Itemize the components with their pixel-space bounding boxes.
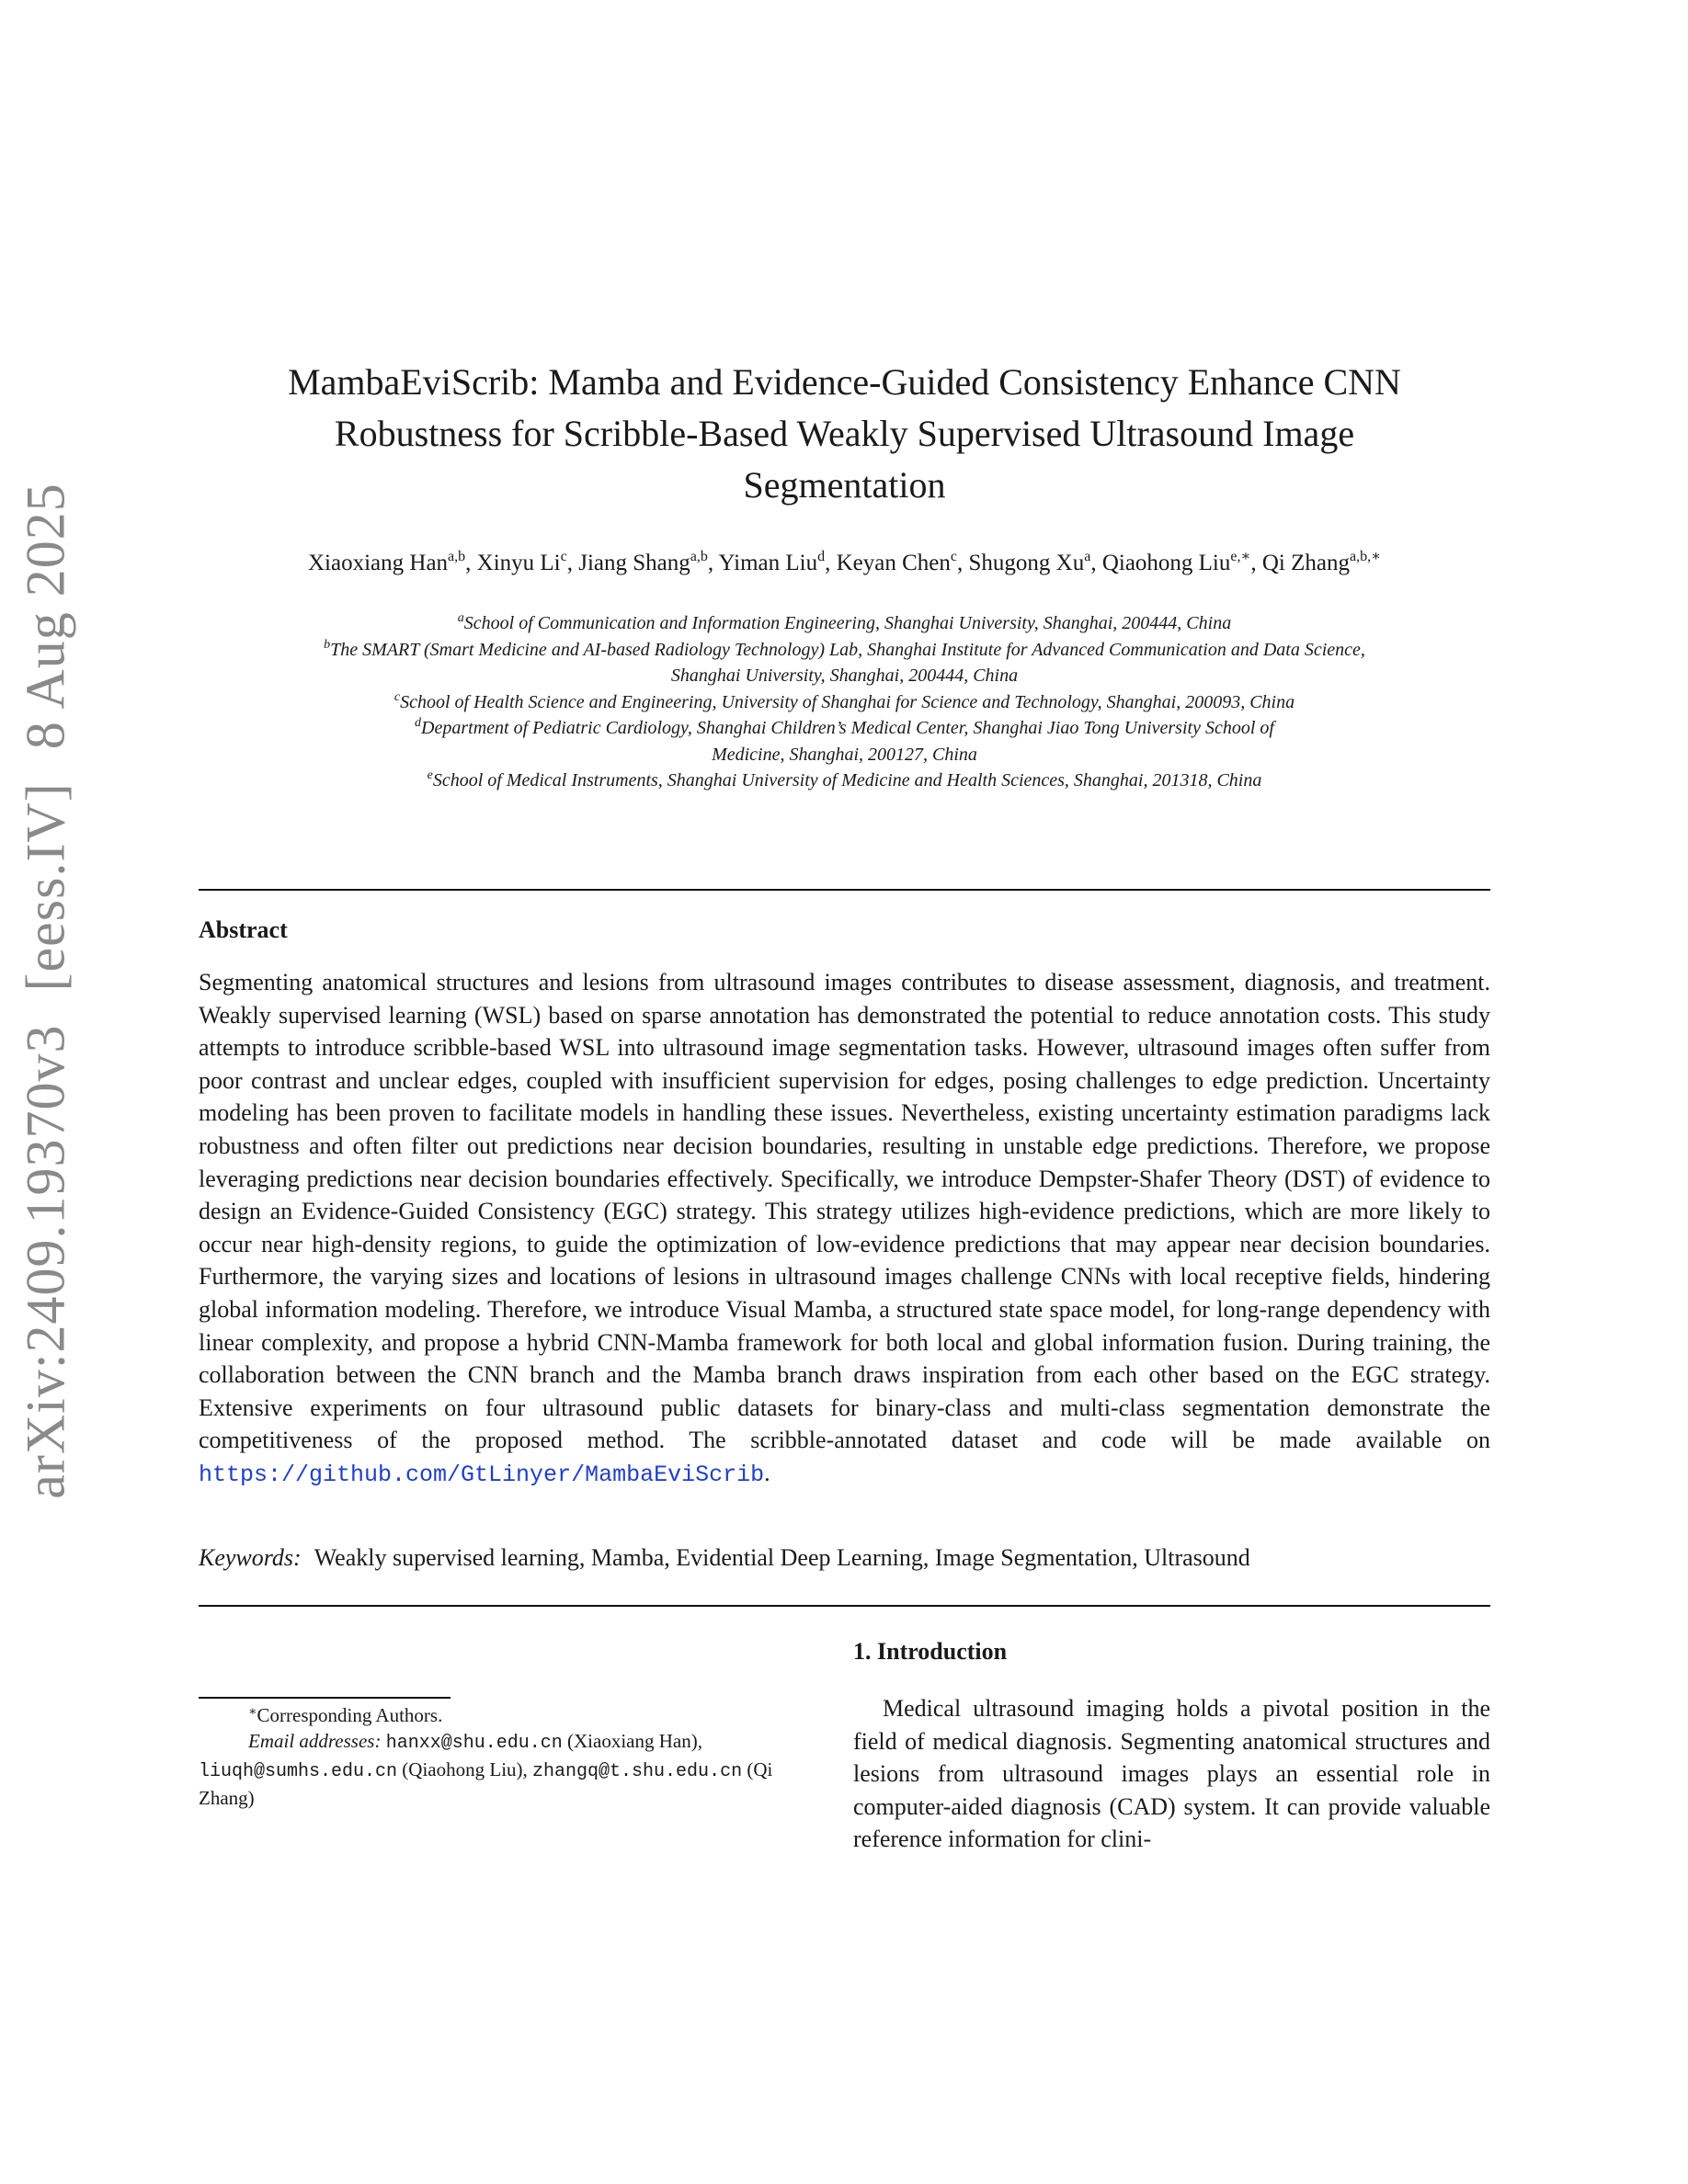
affiliation: $^d$Department of Pediatric Cardiology, Shanghai Children’s Medical Center, Shanghai Jiao Tong University School of [415,716,1274,738]
title-line: MambaEviScrib: Mamba and Evidence-Guided Consistency Enhance CNN [288,361,1401,403]
affiliation: $^c$School of Health Science and Engineering, University of Shanghai for Science and Technology, Shanghai, 200093, China [393,689,1295,712]
title-line: Robustness for Scribble-Based Weakly Supervised Ultrasound Image [334,413,1355,454]
arxiv-date: 8 Aug 2025 [15,483,76,750]
abstract-heading: Abstract [199,916,288,943]
footnote [199,1702,820,1811]
abstract-top-rule [199,889,1490,891]
affiliation: $^b$The SMART (Smart Medicine and AI-based Radiology Technology) Lab, Shanghai Institute for Advanced Communication and Data Science, [324,637,1365,660]
affiliation: Shanghai University, Shanghai, 200444, China [670,665,1019,686]
email-link[interactable]: liuqh@sumhs.edu.cn [199,1761,398,1782]
keywords [199,1541,1490,1574]
arxiv-side-stamp [15,449,78,1499]
email-link[interactable]: zhangq@t.shu.edu.cn [532,1761,743,1782]
affiliation: $^e$School of Medical Instruments, Shanghai University of Medicine and Health Sciences, Shanghai, 201318, China [427,768,1262,791]
introduction-heading: 1. Introduction [853,1638,1008,1665]
affiliation: $^a$School of Communication and Information Engineering, Shanghai University, Shanghai, 200444, China [457,611,1232,633]
affiliation-list [199,610,1490,794]
author: Yiman Liu$^d$, [718,549,837,575]
abstract-body: Segmenting anatomical structures and lesions from ultrasound images contributes to disease assessment, diagnosis, and treatment. Weakly supervised learning (WSL) based on sparse annotation has demonstrated the potential to reduce annotation costs. This study attempts to introduce scribble-based WSL into ultrasound image segmentation tasks. However, ultrasound images often suffer from poor contrast and unclear edges, coupled with insufficient supervision for edges, posing challenges to edge prediction. Uncertainty modeling has been proven to facilitate models in handling these issues. Nevertheless, existing uncertainty estimation paradigms lack robustness and often filter out predictions near decision boundaries, resulting in unstable edge predictions. Therefore, we propose leveraging predictions near decision boundaries effectively. Specifically, we introduce Dempster-Shafer Theory (DST) of evidence to design an Evidence-Guided Consistency (EGC) strategy. This strategy utilizes high-evidence predictions, which are more likely to occur near high-density regions, to guide the optimization of low-evidence predictions that may appear near decision boundaries. Furthermore, the varying sizes and locations of lesions in ultrasound images challenge CNNs with local receptive fields, hindering global information modeling. Therefore, we introduce Visual Mamba, a structured state space model, for long-range dependency with linear complexity, and propose a hybrid CNN-Mamba framework for both local and global information fusion. During training, the collaboration between the CNN branch and the Mamba branch draws inspiration from each other based on the EGC strategy. Extensive experiments on four ultrasound public datasets for binary-class and multi-class segmentation demonstrate the competitiveness of the proposed method. The scribble-annotated dataset and code will be made available on https://github.com/GtLinyer/MambaEviScrib. [199,969,1490,1488]
email-addresses: Email addresses: hanxx@shu.edu.cn (Xiaoxiang Han), liuqh@sumhs.edu.cn (Qiaohong Liu), zhangq@t.shu.edu.cn (Qi Zhang) [199,1730,773,1809]
affiliation: Medicine, Shanghai, 200127, China [712,744,977,765]
paper-title [199,357,1490,511]
introduction-body: Medical ultrasound imaging holds a pivotal position in the field of medical diagnosis. Segmenting anatomical structures and lesions from ultrasound images plays an essential role in computer-aided diagnosis (CAD) system. It can provide valuable reference information for clini- [853,1695,1490,1853]
author: Xinyu Li$^c$, [476,549,579,575]
author: Qi Zhang$^{a,b,∗}$ [1261,549,1381,575]
author-list [199,548,1490,579]
author: Jiang Shang$^{a,b}$, [578,549,719,575]
arxiv-category: [eess.IV] [15,782,76,992]
corresponding-note: ∗Corresponding Authors. [248,1704,443,1726]
keywords-text: Weakly supervised learning, Mamba, Evidential Deep Learning, Image Segmentation, Ultrasound [314,1544,1250,1571]
author: Keyan Chen$^c$, [836,549,969,575]
author: Qiaohong Liu$^{e,∗}$, [1101,549,1262,575]
title-line: Segmentation [743,464,946,506]
author: Shugong Xu$^a$, [968,549,1102,575]
footnote-rule [199,1697,451,1699]
abstract-bottom-rule [199,1605,1490,1607]
author: Xiaoxiang Han$^{a,b}$, [308,549,477,575]
arxiv-id: arXiv:2409.19370v3 [15,1024,76,1499]
keywords-label: Keywords: [199,1544,302,1571]
github-link[interactable]: https://github.com/GtLinyer/MambaEviScrib [199,1461,765,1488]
email-link[interactable]: hanxx@shu.edu.cn [385,1733,563,1754]
